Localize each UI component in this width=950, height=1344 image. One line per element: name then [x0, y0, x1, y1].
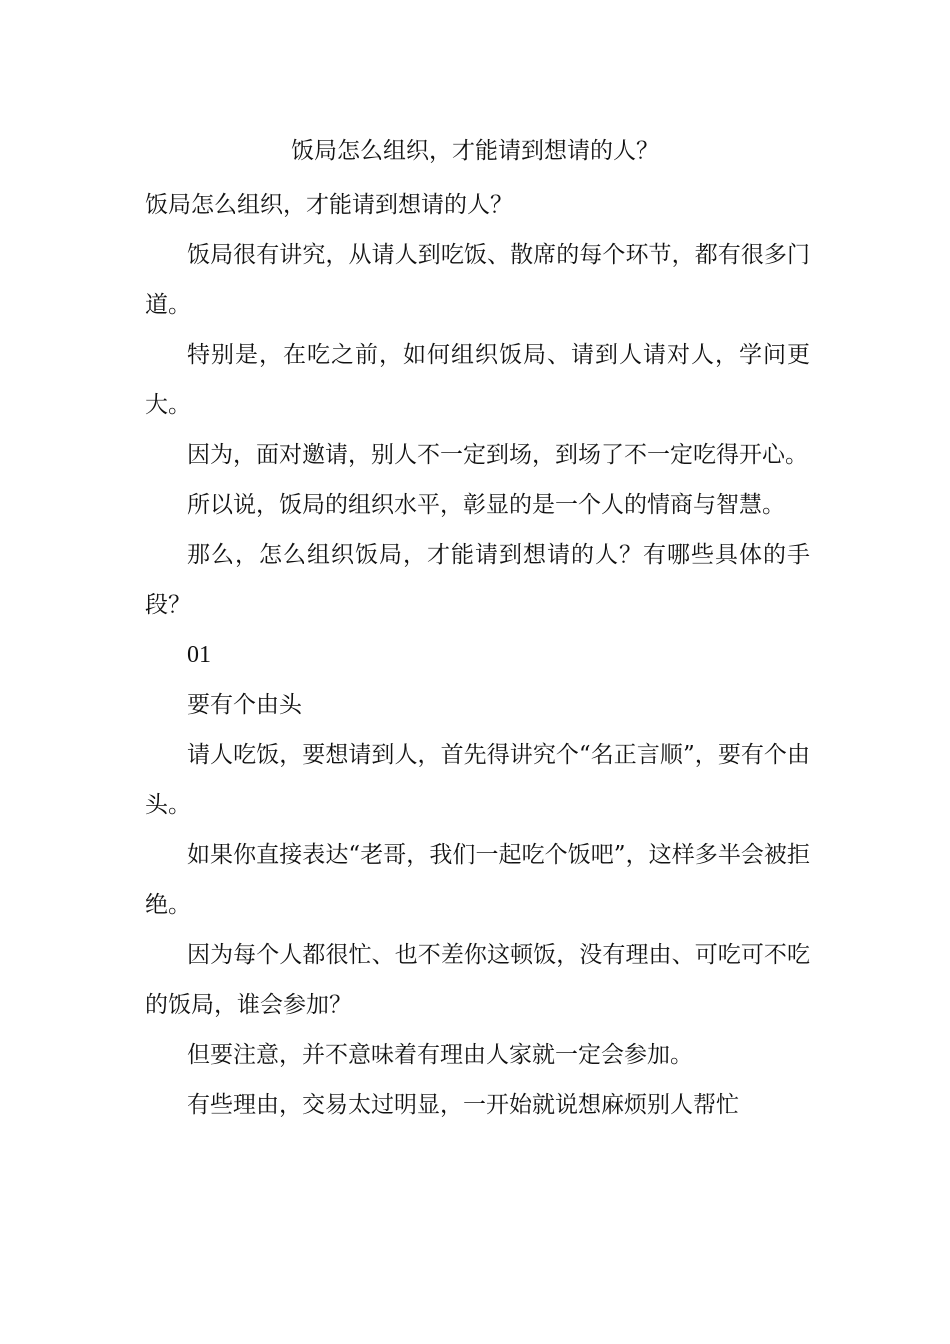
- document-body: [145, 180, 810, 1130]
- body-paragraph: 那么，怎么组织饭局，才能请到想请的人？有哪些具体的手段？: [145, 542, 810, 618]
- body-paragraph: 所以说，饭局的组织水平，彰显的是一个人的情商与智慧。: [187, 492, 785, 518]
- body-paragraph: 因为每个人都很忙、也不差你这顿饭，没有理由、可吃可不吃的饭局，谁会参加？: [145, 942, 810, 1018]
- body-paragraph: 饭局很有讲究，从请人到吃饭、散席的每个环节，都有很多门道。: [145, 242, 810, 318]
- body-paragraph: 有些理由，交易太过明显，一开始就说想麻烦别人帮忙: [187, 1092, 739, 1118]
- body-paragraph: 但要注意，并不意味着有理由人家就一定会参加。: [187, 1042, 693, 1068]
- document-title: 饭局怎么组织，才能请到想请的人？: [291, 138, 659, 164]
- subtitle-paragraph: 饭局怎么组织，才能请到想请的人？: [145, 192, 513, 218]
- body-paragraph: 如果你直接表达“老哥，我们一起吃个饭吧”，这样多半会被拒绝。: [145, 842, 810, 918]
- section-number: 01: [187, 642, 211, 668]
- body-paragraph: 请人吃饭，要想请到人，首先得讲究个“名正言顺”，要有个由头。: [145, 742, 810, 818]
- body-paragraph: 特别是，在吃之前，如何组织饭局、请到人请对人，学问更大。: [145, 342, 810, 418]
- body-paragraph: 因为，面对邀请，别人不一定到场，到场了不一定吃得开心。: [187, 442, 808, 468]
- section-heading: 要有个由头: [187, 692, 302, 718]
